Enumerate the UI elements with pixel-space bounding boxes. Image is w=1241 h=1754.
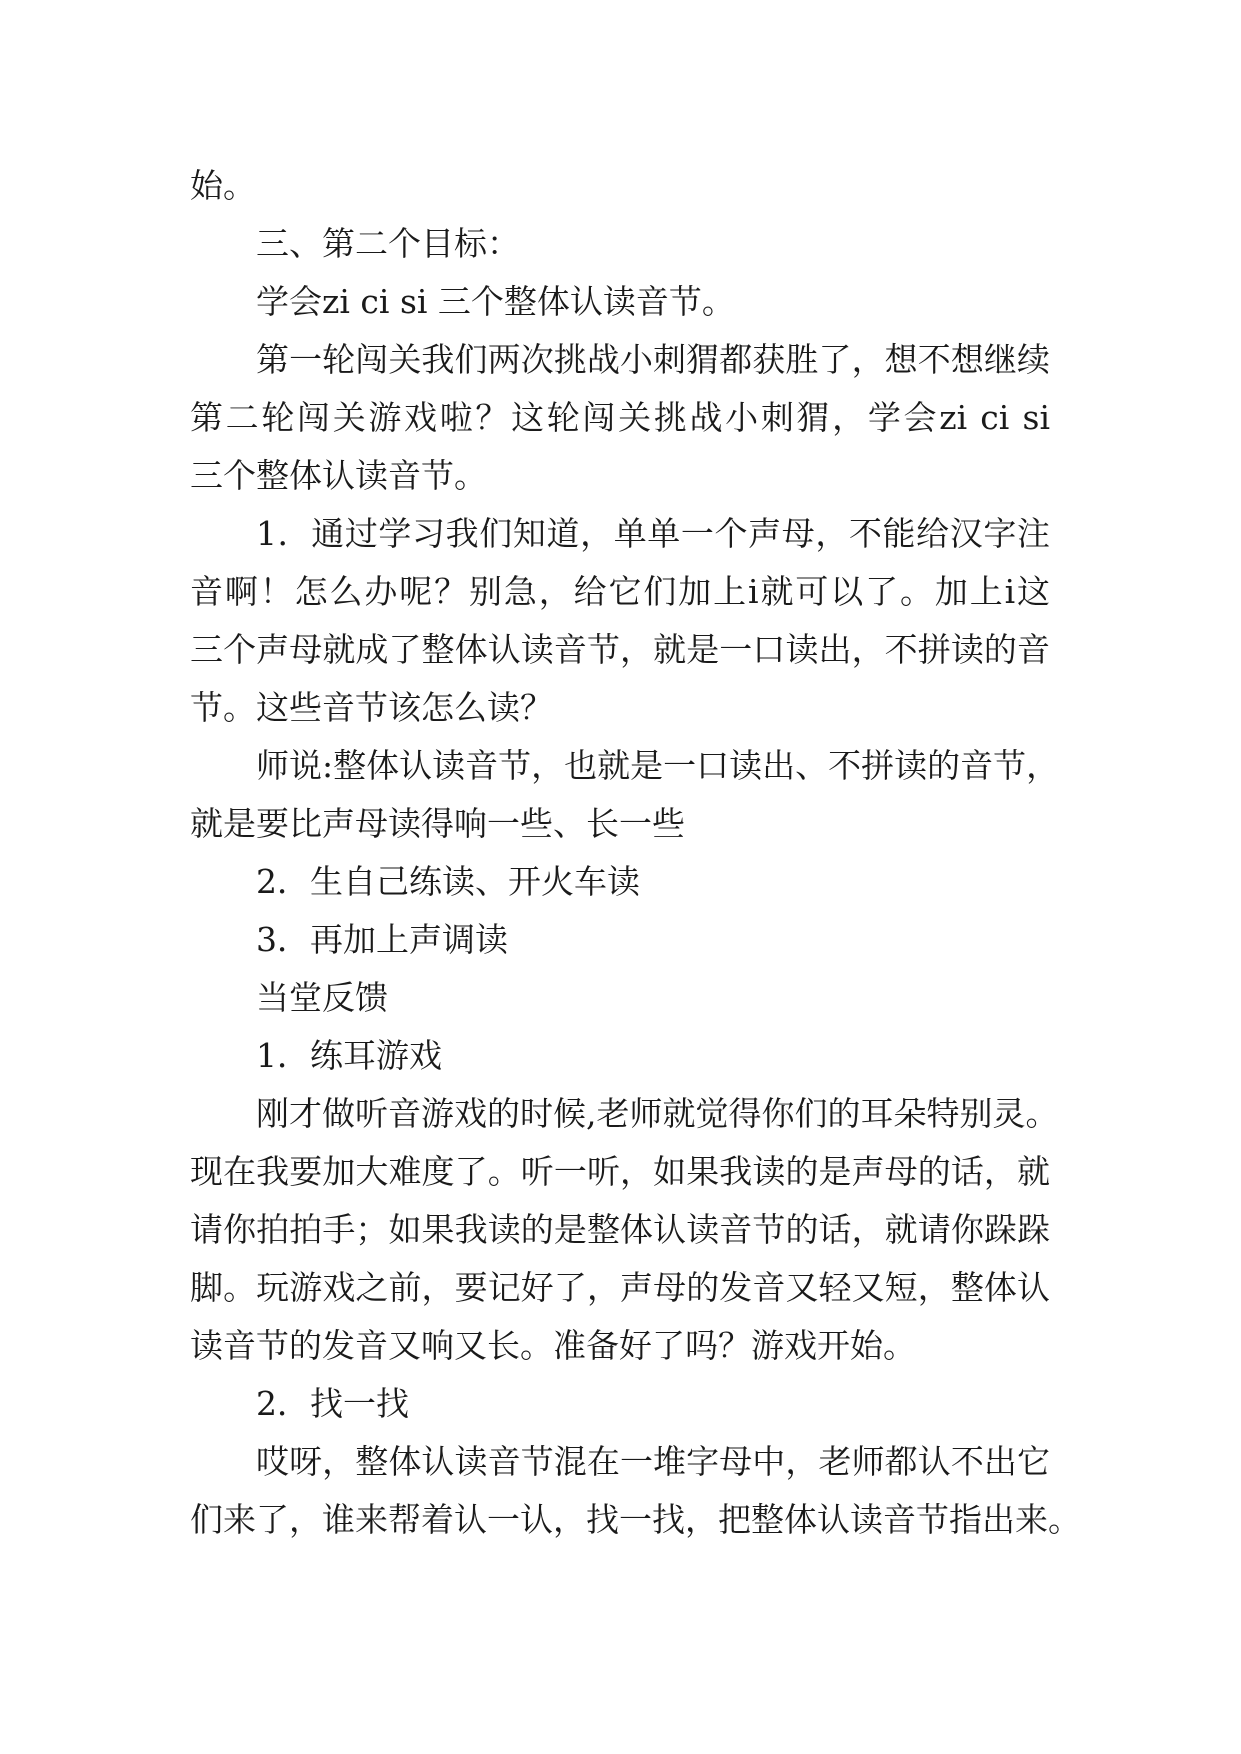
- paragraph-line: 第二轮闯关游戏啦？这轮闯关挑战小刺猬，学会zi ci si: [190, 398, 1050, 437]
- text-line: 学会zi ci si 三个整体认读音节。: [256, 282, 735, 321]
- section-heading: 三、第二个目标：: [256, 224, 520, 263]
- paragraph-line: 脚。玩游戏之前，要记好了，声母的发音又轻又短，整体认: [190, 1268, 1050, 1307]
- paragraph-line: 请你拍拍手；如果我读的是整体认读音节的话，就请你跺跺: [190, 1210, 1050, 1249]
- paragraph-line: 三个声母就成了整体认读音节，就是一口读出，不拼读的音: [190, 630, 1050, 669]
- paragraph-line: 第一轮闯关我们两次挑战小刺猬都获胜了，想不想继续: [256, 340, 1050, 379]
- paragraph-line: 三个整体认读音节。: [190, 456, 487, 495]
- paragraph-line: 节。这些音节该怎么读？: [190, 688, 553, 727]
- list-item: 2．生自己练读、开火车读: [256, 862, 640, 901]
- text-line: 始。: [190, 166, 256, 205]
- paragraph-line: 就是要比声母读得响一些、长一些: [190, 804, 685, 843]
- paragraph-line: 师说:整体认读音节，也就是一口读出、不拼读的音节，: [256, 746, 1060, 785]
- paragraph-line: 们来了，谁来帮着认一认，找一找，把整体认读音节指出来。: [190, 1500, 1081, 1539]
- paragraph-line: 读音节的发音又响又长。准备好了吗？游戏开始。: [190, 1326, 916, 1365]
- paragraph-line: 刚才做听音游戏的时候,老师就觉得你们的耳朵特别灵。: [256, 1094, 1059, 1133]
- paragraph-line: 音啊！怎么办呢？别急，给它们加上i就可以了。加上i这: [190, 572, 1050, 611]
- paragraph-line: 1．通过学习我们知道，单单一个声母，不能给汉字注: [256, 514, 1050, 553]
- list-item: 1．练耳游戏: [256, 1036, 442, 1075]
- section-heading: 当堂反馈: [256, 978, 388, 1017]
- list-item: 3．再加上声调读: [256, 920, 508, 959]
- list-item: 2．找一找: [256, 1384, 409, 1423]
- paragraph-line: 现在我要加大难度了。听一听，如果我读的是声母的话，就: [190, 1152, 1050, 1191]
- paragraph-line: 哎呀，整体认读音节混在一堆字母中，老师都认不出它: [256, 1442, 1050, 1481]
